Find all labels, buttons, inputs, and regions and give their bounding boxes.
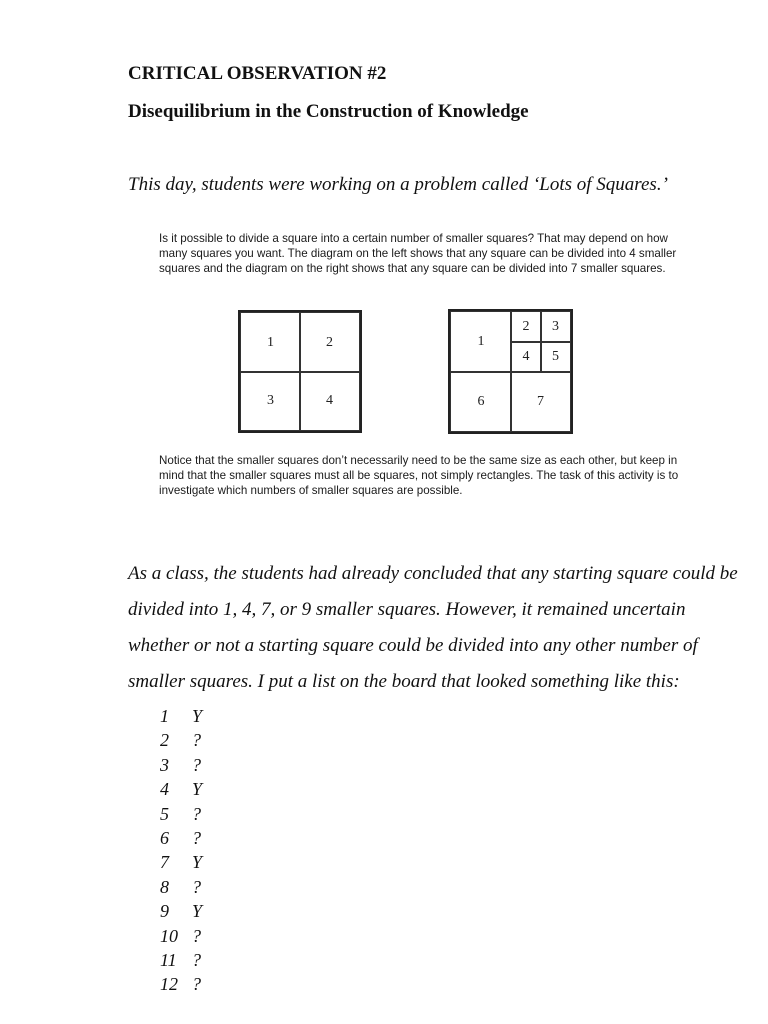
list-mark: ? xyxy=(192,925,201,946)
list-item xyxy=(160,728,202,752)
board-list xyxy=(160,704,202,997)
intro-sentence: This day, students were working on a problem called ‘Lots of Squares.’ xyxy=(128,174,668,195)
list-number: 2 xyxy=(160,730,169,751)
list-item xyxy=(160,753,202,777)
list-mark: ? xyxy=(192,754,201,775)
list-mark: ? xyxy=(192,803,201,824)
list-mark: Y xyxy=(192,852,203,873)
right-cell-5: 5 xyxy=(540,341,571,373)
paragraph-line: smaller squares. I put a list on the board that looked something like this: xyxy=(128,671,680,692)
left-cell-1: 1 xyxy=(240,312,301,373)
list-item xyxy=(160,802,202,826)
list-item xyxy=(160,875,202,899)
list-mark: ? xyxy=(192,730,201,751)
section-subtitle: Disequilibrium in the Construction of Knowledge xyxy=(128,101,529,122)
right-cell-4: 4 xyxy=(510,341,542,373)
list-mark: Y xyxy=(192,706,203,726)
list-item xyxy=(160,899,202,923)
paragraph-line: divided into 1, 4, 7, or 9 smaller squares. However, it remained uncertain xyxy=(128,599,686,620)
paragraph-line: whether or not a starting square could be divided into any other number of xyxy=(128,635,698,656)
paragraph-line: As a class, the students had already concluded that any starting square could be xyxy=(128,563,738,584)
list-number: 9 xyxy=(160,901,169,922)
list-item xyxy=(160,948,202,972)
list-item xyxy=(160,850,202,874)
problem-paragraph-2: Notice that the smaller squares don’t necessarily need to be the same size as each other, but keep in mind that the smaller squares must all be squares, not simply rectangles. The task of this activity is to investigate which numbers of smaller squares are possible. xyxy=(159,454,679,497)
list-number: 12 xyxy=(160,974,178,995)
list-number: 5 xyxy=(160,803,169,824)
list-mark: ? xyxy=(192,876,201,897)
list-item xyxy=(160,826,202,850)
list-number: 4 xyxy=(160,779,169,800)
list-number: 1 xyxy=(160,706,169,726)
left-cell-2: 2 xyxy=(299,312,360,373)
right-cell-6: 6 xyxy=(450,371,512,432)
list-item xyxy=(160,777,202,801)
list-number: 7 xyxy=(160,852,169,873)
list-mark: Y xyxy=(192,901,203,922)
right-square-diagram xyxy=(448,309,573,434)
list-number: 3 xyxy=(160,754,169,775)
list-number: 6 xyxy=(160,827,169,848)
body-paragraph xyxy=(128,556,738,700)
section-title: CRITICAL OBSERVATION #2 xyxy=(128,63,387,84)
left-cell-3: 3 xyxy=(240,371,301,431)
left-cell-4: 4 xyxy=(299,371,360,431)
list-number: 11 xyxy=(160,949,177,970)
list-item xyxy=(160,924,202,948)
left-square-diagram xyxy=(238,310,362,433)
problem-paragraph-1: Is it possible to divide a square into a certain number of smaller squares? That may depend on how many squares you want. The diagram on the left shows that any square can be divided into 4 smaller squares and the diagram on the right shows that any square can be divided into 7 smaller squares. xyxy=(159,232,677,275)
right-cell-1: 1 xyxy=(450,311,512,373)
list-item xyxy=(160,972,202,996)
list-mark: ? xyxy=(192,827,201,848)
right-cell-2: 2 xyxy=(510,311,542,343)
list-mark: ? xyxy=(192,974,201,995)
right-cell-7: 7 xyxy=(510,371,571,432)
right-cell-3: 3 xyxy=(540,311,571,343)
list-item xyxy=(160,704,202,728)
list-mark: ? xyxy=(192,949,201,970)
list-number: 10 xyxy=(160,925,178,946)
list-number: 8 xyxy=(160,876,169,897)
list-mark: Y xyxy=(192,779,203,800)
